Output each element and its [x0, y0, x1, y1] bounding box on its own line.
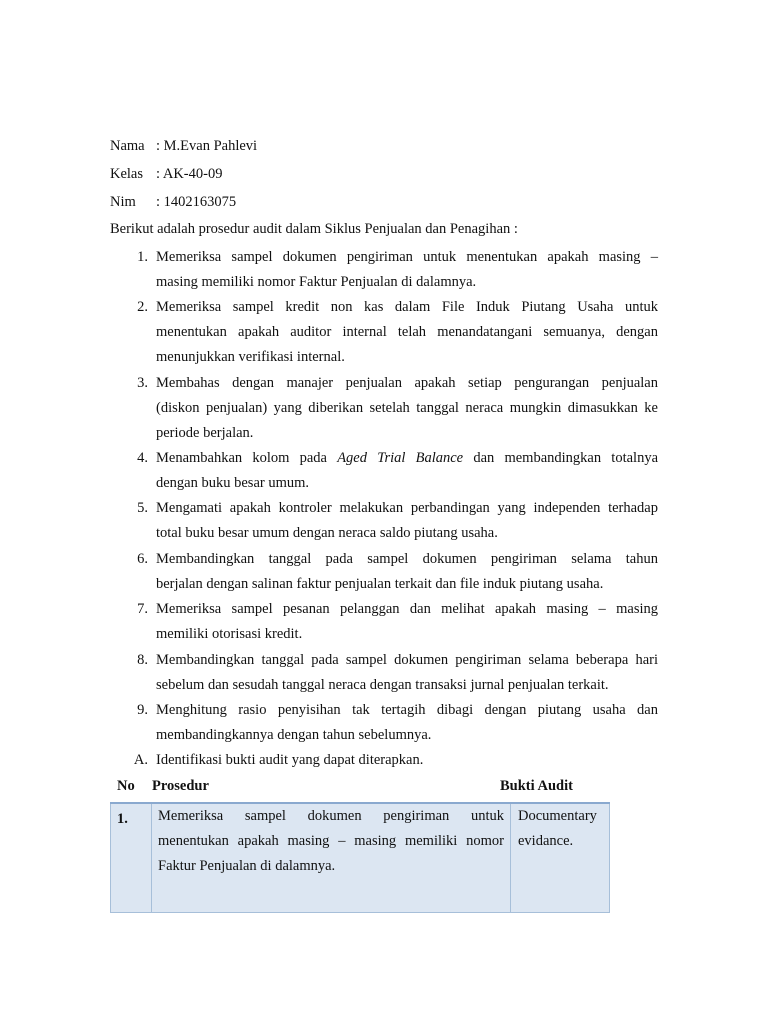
subsection-heading [110, 750, 423, 770]
procedure-number: 1. [137, 249, 148, 265]
procedure-item [110, 245, 658, 295]
procedure-number: 8. [137, 652, 148, 668]
procedure-item [110, 496, 658, 546]
procedure-number: 2. [137, 299, 148, 315]
procedure-number: 9. [137, 702, 148, 718]
table-row [111, 803, 610, 913]
procedure-line: membandingkannya dengan tahun sebelumnya. [156, 727, 432, 744]
class-value: : AK-40-09 [156, 166, 223, 182]
cell-line: Memeriksa sampel dokumen pengiriman untuk [158, 808, 504, 824]
name-label: Nama [110, 138, 145, 154]
subsection-text: Identifikasi bukti audit yang dapat diterapkan. [156, 752, 424, 768]
row-number: 1. [111, 803, 152, 913]
procedure-italic-term: Aged Trial Balance [337, 450, 464, 466]
cell-line: menentukan apakah masing – masing memiliki nomor [158, 833, 504, 850]
procedure-number: 5. [137, 500, 148, 516]
cell-line: Faktur Penjualan di dalamnya. [158, 858, 336, 875]
procedure-line: menunjukkan verifikasi internal. [156, 349, 345, 366]
procedure-item [110, 597, 658, 647]
procedure-item [110, 648, 658, 698]
procedure-line: Membahas dengan manajer penjualan apakah setiap pengurangan penjualan [156, 375, 658, 391]
subsection-letter: A. [133, 752, 148, 768]
procedure-number: 7. [137, 601, 148, 617]
table-header-no: No [117, 778, 135, 794]
procedure-line: total buku besar umum dengan neraca saldo piutang usaha. [156, 525, 498, 542]
nim-row [110, 193, 236, 211]
nim-value: : 1402163075 [156, 194, 237, 210]
procedure-item [110, 698, 658, 748]
procedure-line: Menghitung rasio penyisihan tak tertagih dibagi dengan piutang usaha dan [156, 702, 658, 718]
procedure-item [110, 295, 658, 371]
procedure-line: menentukan apakah auditor internal telah menandatangani semuanya, dengan [156, 324, 658, 341]
procedure-number: 3. [137, 375, 148, 391]
procedure-line: Membandingkan tanggal pada sampel dokumen pengiriman selama tahun [156, 551, 658, 567]
procedure-line: memiliki otorisasi kredit. [156, 626, 303, 643]
procedure-line: dengan buku besar umum. [156, 475, 310, 492]
procedure-line: Memeriksa sampel pesanan pelanggan dan melihat apakah masing – masing [156, 601, 658, 617]
procedure-line [156, 446, 658, 471]
procedure-line: Mengamati apakah kontroler melakukan perbandingan yang independen terhadap [156, 500, 658, 516]
procedure-line: Memeriksa sampel dokumen pengiriman untuk menentukan apakah masing – [156, 249, 658, 265]
procedure-line: periode berjalan. [156, 425, 254, 442]
name-row [110, 137, 257, 155]
procedure-text: Menambahkan kolom pada [156, 450, 338, 466]
cell-line: evidance. [518, 833, 574, 850]
procedure-line: (diskon penjualan) yang diberikan setelah tanggal neraca mungkin dimasukkan ke [156, 400, 658, 417]
table-header-evidence: Bukti Audit [500, 778, 573, 794]
procedure-number: 6. [137, 551, 148, 567]
name-value: : M.Evan Pahlevi [156, 138, 258, 154]
procedure-text: dan membandingkan totalnya [463, 450, 659, 466]
procedure-line: Memeriksa sampel kredit non kas dalam File Induk Piutang Usaha untuk [156, 299, 658, 315]
class-row [110, 165, 222, 183]
row-evidence [511, 803, 610, 913]
procedure-line: Membandingkan tanggal pada sampel dokumen pengiriman selama beberapa hari [156, 652, 658, 668]
procedure-line: berjalan dengan salinan faktur penjualan terkait dan file induk piutang usaha. [156, 576, 604, 593]
procedure-item [110, 547, 658, 597]
procedure-line: masing memiliki nomor Faktur Penjualan di dalamnya. [156, 274, 477, 291]
procedure-item [110, 446, 658, 496]
nim-label: Nim [110, 194, 136, 210]
cell-line: Documentary [518, 808, 597, 824]
procedure-number: 4. [137, 450, 148, 466]
table-header-procedure: Prosedur [152, 778, 209, 794]
procedure-item [110, 371, 658, 447]
audit-evidence-table [110, 802, 610, 913]
class-label: Kelas [110, 166, 144, 182]
row-procedure [152, 803, 511, 913]
intro-text: Berikut adalah prosedur audit dalam Siklus Penjualan dan Penagihan : [110, 221, 518, 237]
procedure-line: sebelum dan sesudah tanggal neraca dengan transaksi jurnal penjualan terkait. [156, 677, 609, 694]
